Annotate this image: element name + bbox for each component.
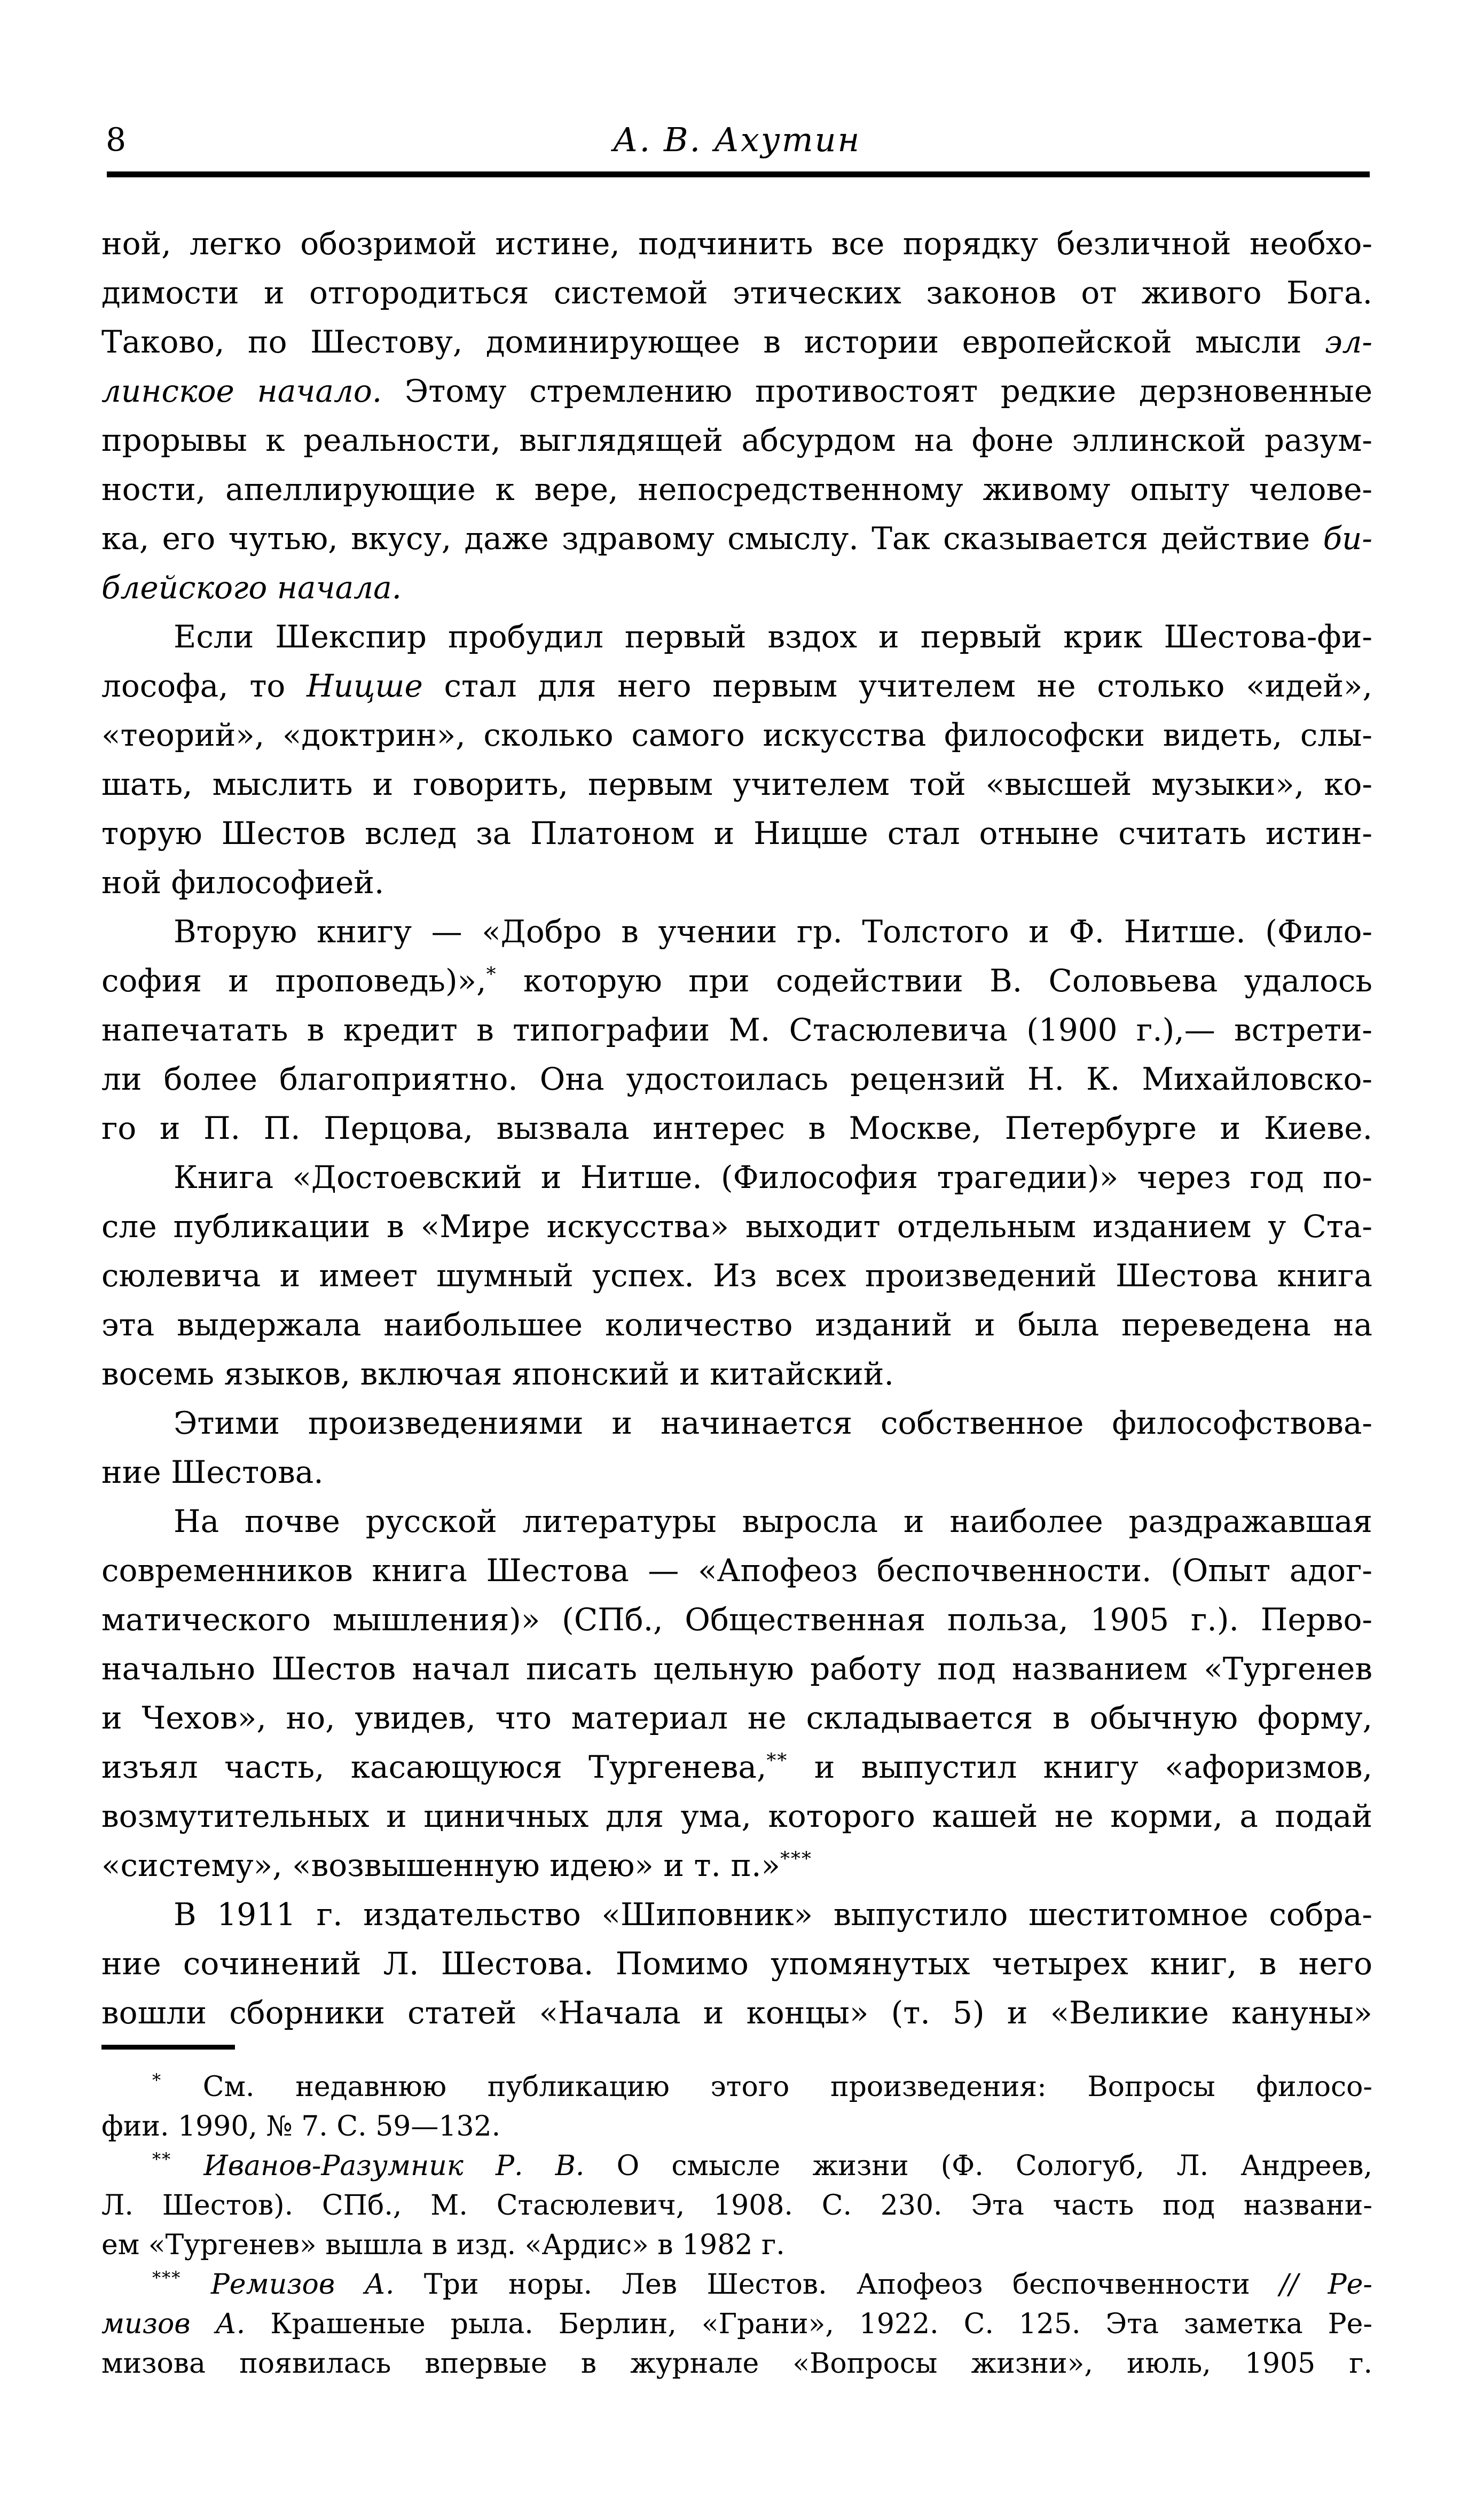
text-run: эл- (1324, 324, 1372, 360)
text-line (101, 858, 1372, 907)
text-line (101, 2304, 1372, 2344)
text-run: Иванов-Разумник Р. В. (203, 2150, 585, 2182)
text-run: «теорий», «доктрин», сколько самого искусства философски видеть, слы- (101, 717, 1372, 753)
text-run: сюлевича и имеет шумный успех. Из всех произведений Шестова книга (101, 1257, 1372, 1294)
text-line (101, 2265, 1372, 2304)
text-line (101, 710, 1372, 760)
text-run: современников книга Шестова — «Апофеоз беспочвенности. (Опыт адог- (101, 1552, 1372, 1589)
text-run: Этому стремлению противостоят редкие дерзновенные (382, 373, 1373, 409)
text-run: возмутительных и циничных для ума, которого кашей не корми, а подай (101, 1798, 1372, 1834)
text-run: стал для него первым учителем не столько «идей», (422, 668, 1372, 704)
text-line (101, 612, 1372, 661)
text-line (101, 317, 1372, 366)
text-line (101, 1742, 1372, 1792)
text-line (101, 907, 1372, 956)
text-line (101, 465, 1372, 514)
text-run: Книга «Достоевский и Нитше. (Философия трагедии)» через год по- (174, 1159, 1372, 1195)
text-run: и Чехов», но, увидев, что материал не складывается в обычную форму, (101, 1700, 1372, 1736)
text-run: ем «Тургенев» вышла в изд. «Ардис» в 1982 г. (101, 2229, 785, 2261)
text-line (101, 1005, 1372, 1054)
text-line (101, 1349, 1372, 1398)
text-run: начально Шестов начал писать цельную работу под названием «Тургенев (101, 1651, 1372, 1687)
text-run: Этими произведениями и начинается собственное философствова- (174, 1405, 1372, 1441)
text-line (101, 2186, 1372, 2225)
text-line (101, 809, 1372, 858)
text-run: прорывы к реальности, выглядящей абсурдом на фоне эллинской разум- (101, 422, 1372, 458)
text-run: ности, апеллирующие к вере, непосредственному живому опыту челове- (101, 471, 1372, 507)
text-run: изъял часть, касающуюся Тургенева, (101, 1749, 767, 1785)
text-run: О смысле жизни (Ф. Сологуб, Л. Андреев, (584, 2150, 1372, 2182)
text-line (101, 1693, 1372, 1742)
text-run: На почве русской литературы выросла и наиболее раздражавшая (174, 1503, 1372, 1539)
footnote-marker: *** (152, 2268, 182, 2288)
text-line (101, 1153, 1372, 1202)
text-run: ние сочинений Л. Шестова. Помимо упомянутых четырех книг, в него (101, 1945, 1372, 1982)
text-run: // Ре- (1279, 2269, 1373, 2301)
text-line (101, 1104, 1372, 1153)
text-line (101, 2146, 1372, 2186)
text-line (101, 1448, 1372, 1497)
text-line (101, 2067, 1372, 2107)
text-line (101, 2225, 1372, 2265)
text-run: фии. 1990, № 7. С. 59—132. (101, 2110, 501, 2143)
text-run: вошли сборники статей «Начала и концы» (т. 5) и «Великие кануны» (101, 1995, 1372, 2031)
text-run: восемь языков, включая японский и китайский. (101, 1356, 894, 1392)
text-line (101, 1497, 1372, 1546)
text-run: ли более благоприятно. Она удостоилась рецензий Н. К. Михайловско- (101, 1061, 1372, 1097)
text-run: и выпустил книгу «афоризмов, (788, 1749, 1373, 1785)
text-run: мизов А. (101, 2308, 246, 2340)
footnote-marker: ** (152, 2149, 172, 2170)
text-line (101, 268, 1372, 317)
text-line (101, 1300, 1372, 1349)
text-line (101, 1398, 1372, 1448)
text-run: мизова появилась впервые в журнале «Вопросы жизни», июль, 1905 г. (101, 2348, 1372, 2380)
text-run: би- (1323, 520, 1372, 557)
text-run: ка, его чутью, вкусу, даже здравому смыслу. Так сказывается действие (101, 520, 1323, 557)
text-run: которую при содействии В. Соловьева удалось (497, 963, 1372, 999)
text-run: В 1911 г. издательство «Шиповник» выпустило шеститомное собра- (174, 1896, 1372, 1933)
text-run: го и П. П. Перцова, вызвала интерес в Москве, Петербурге и Киеве. (101, 1110, 1372, 1146)
text-run: Если Шекспир пробудил первый вздох и первый крик Шестова-фи- (174, 619, 1372, 655)
text-line (101, 416, 1372, 465)
body-text (101, 219, 1372, 2037)
footnote-separator (101, 2045, 235, 2050)
text-line (101, 2107, 1372, 2146)
text-line (101, 1546, 1372, 1595)
text-run: ние Шестова. (101, 1454, 324, 1490)
text-run (181, 2269, 210, 2301)
footnotes (101, 2067, 1372, 2383)
text-run: блейского начала. (101, 569, 402, 606)
text-line (101, 514, 1372, 563)
text-run: «систему», «возвышенную идею» и т. п.» (101, 1847, 780, 1883)
header-rule (107, 171, 1370, 177)
text-line (101, 1792, 1372, 1841)
text-run: Ремизов А. (210, 2269, 395, 2301)
text-line (101, 1988, 1372, 2037)
footnote-marker: * (152, 2070, 162, 2091)
text-run (171, 2150, 203, 2182)
text-line (101, 1644, 1372, 1693)
text-run: ной философией. (101, 864, 384, 901)
text-line (101, 760, 1372, 809)
text-run: шать, мыслить и говорить, первым учителем той «высшей музыки», ко- (101, 766, 1372, 802)
text-line (101, 366, 1372, 416)
text-run: Ницше (307, 668, 423, 704)
text-line (101, 1251, 1372, 1300)
text-run: сле публикации в «Мире искусства» выходит отдельным изданием у Ста- (101, 1208, 1372, 1245)
text-run: эта выдержала наибольшее количество изданий и была переведена на (101, 1307, 1372, 1343)
running-title: А. В. Ахутин (613, 120, 861, 159)
text-line (101, 2344, 1372, 2383)
text-run: ной, легко обозримой истине, подчинить все порядку безличной необхо- (101, 225, 1372, 262)
text-line (101, 219, 1372, 268)
footnote-marker: *** (780, 1848, 812, 1870)
text-run: напечатать в кредит в типографии М. Стасюлевича (1900 г.),— встрети- (101, 1012, 1372, 1048)
text-run: Крашеные рыла. Берлин, «Грани», 1922. С. 125. Эта заметка Ре- (245, 2308, 1372, 2340)
text-run: См. недавнюю публикацию этого произведения: Вопросы филосо- (162, 2071, 1372, 2103)
text-run: торую Шестов вслед за Платоном и Ницше стал отныне считать истин- (101, 815, 1372, 851)
text-run: Три норы. Лев Шестов. Апофеоз беспочвенности (394, 2269, 1280, 2301)
page-number: 8 (106, 121, 127, 159)
text-run: матического мышления)» (СПб., Общественная польза, 1905 г.). Перво- (101, 1601, 1372, 1638)
text-line (101, 1054, 1372, 1104)
text-run: Вторую книгу — «Добро в учении гр. Толстого и Ф. Нитше. (Фило- (174, 913, 1372, 950)
text-run: Л. Шестов). СПб., М. Стасюлевич, 1908. С. 230. Эта часть под названи- (101, 2190, 1372, 2222)
text-line (101, 1890, 1372, 1939)
page-header (101, 121, 1372, 163)
text-run: линское начало. (101, 373, 382, 409)
text-run: димости и отгородиться системой этических законов от живого Бога. (101, 275, 1372, 311)
text-line (101, 1202, 1372, 1251)
text-line (101, 1939, 1372, 1988)
text-line (101, 1841, 1372, 1890)
text-run: софия и проповедь)», (101, 963, 486, 999)
text-line (101, 956, 1372, 1005)
text-line (101, 1595, 1372, 1644)
footnote-marker: ** (766, 1749, 788, 1772)
footnote-marker: * (486, 963, 497, 986)
text-run: Таково, по Шестову, доминирующее в истории европейской мысли (101, 324, 1325, 360)
text-line (101, 661, 1372, 710)
text-run: лософа, то (101, 668, 307, 704)
text-line (101, 563, 1372, 612)
